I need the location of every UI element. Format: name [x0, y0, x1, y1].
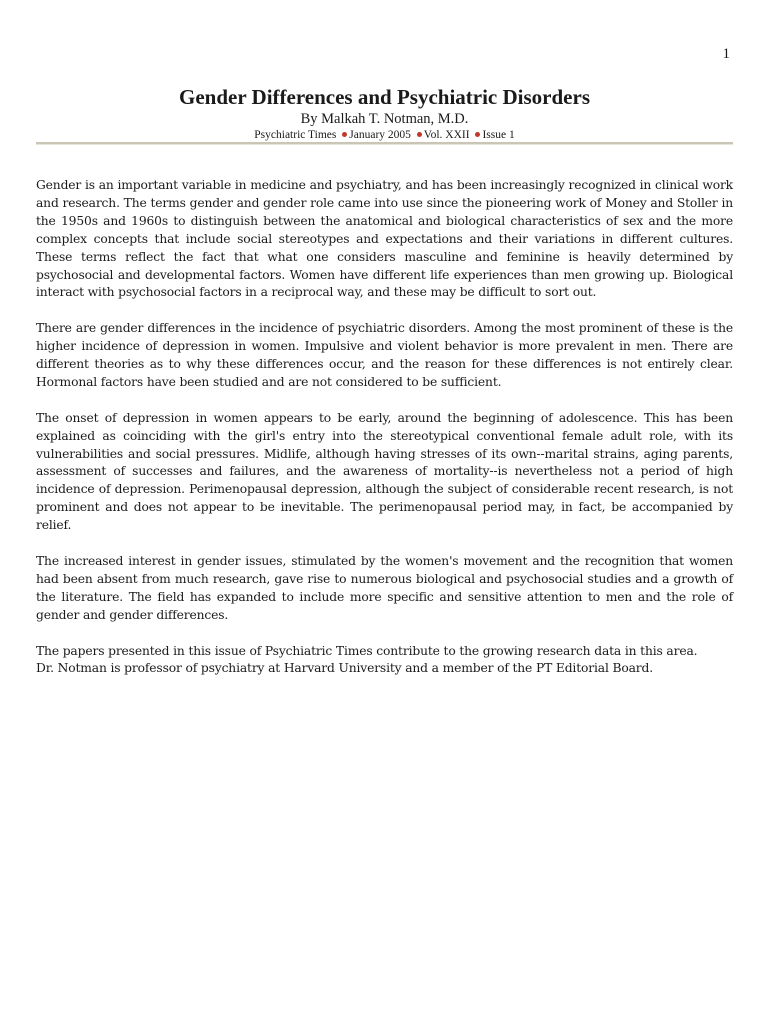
article-body	[36, 177, 733, 678]
body-paragraph: Gender is an important variable in medicine and psychiatry, and has been increasingly recognized in clinical work and research. The terms gender and gender role came into use since the pioneering work of Money and Stoller in the 1950s and 1960s to distinguish between the anatomical and biological characteristics of sex and the more complex concepts that include social stereotypes and expectations and their variations in different cultures. These terms reflect the fact that what one considers masculine and feminine is heavily determined by psychosocial and developmental factors. Women have different life experiences than men growing up. Biological interact with psychosocial factors in a reciprocal way, and these may be difficult to sort out.	[36, 178, 733, 300]
page-number: 1	[722, 46, 730, 62]
publication-info	[36, 128, 733, 142]
body-paragraph: The increased interest in gender issues, stimulated by the women's movement and the recognition that women had been absent from much research, gave rise to numerous biological and psychosocial studies and a growth of the literature. The field has expanded to include more specific and sensitive attention to men and the role of gender and gender differences.	[36, 553, 733, 622]
body-paragraph: There are gender differences in the incidence of psychiatric disorders. Among the most prominent of these is the higher incidence of depression in women. Impulsive and violent behavior is more prevalent in men. There are different theories as to why these differences occur, and the reason for these differences is not entirely clear. Hormonal factors have been studied and are not considered to be sufficient.	[36, 321, 733, 389]
publication-volume: Vol. XXII	[423, 129, 470, 141]
article-header	[36, 84, 733, 142]
body-paragraph: The papers presented in this issue of Psychiatric Times contribute to the growing research data in this area.	[36, 643, 698, 658]
article-title: Gender Differences and Psychiatric Disorders	[179, 85, 590, 109]
bullet-icon	[475, 132, 480, 137]
body-paragraph: The onset of depression in women appears to be early, around the beginning of adolescence. This has been explained as coinciding with the girl's entry into the stereotypical conventional female adult role, with its vulnerabilities and social pressures. Midlife, although having stresses of its own--marital strains, aging parents, assessment of successes and failures, and the awareness of mortality--is nevertheless not a period of high incidence of depression. Perimenopausal depression, although the subject of considerable recent research, is not prominent and does not appear to be inevitable. The perimenopausal period may, in fact, be accompanied by relief.	[36, 410, 733, 533]
bullet-icon	[417, 132, 422, 137]
publication-date: January 2005	[349, 129, 411, 141]
author-note: Dr. Notman is professor of psychiatry at Harvard University and a member of the PT Editorial Board.	[36, 661, 654, 676]
bullet-icon	[342, 132, 347, 137]
publication-issue: Issue 1	[482, 129, 515, 141]
publication-name: Psychiatric Times	[254, 129, 337, 141]
header-divider	[36, 142, 733, 145]
article-byline: By Malkah T. Notman, M.D.	[300, 111, 469, 127]
